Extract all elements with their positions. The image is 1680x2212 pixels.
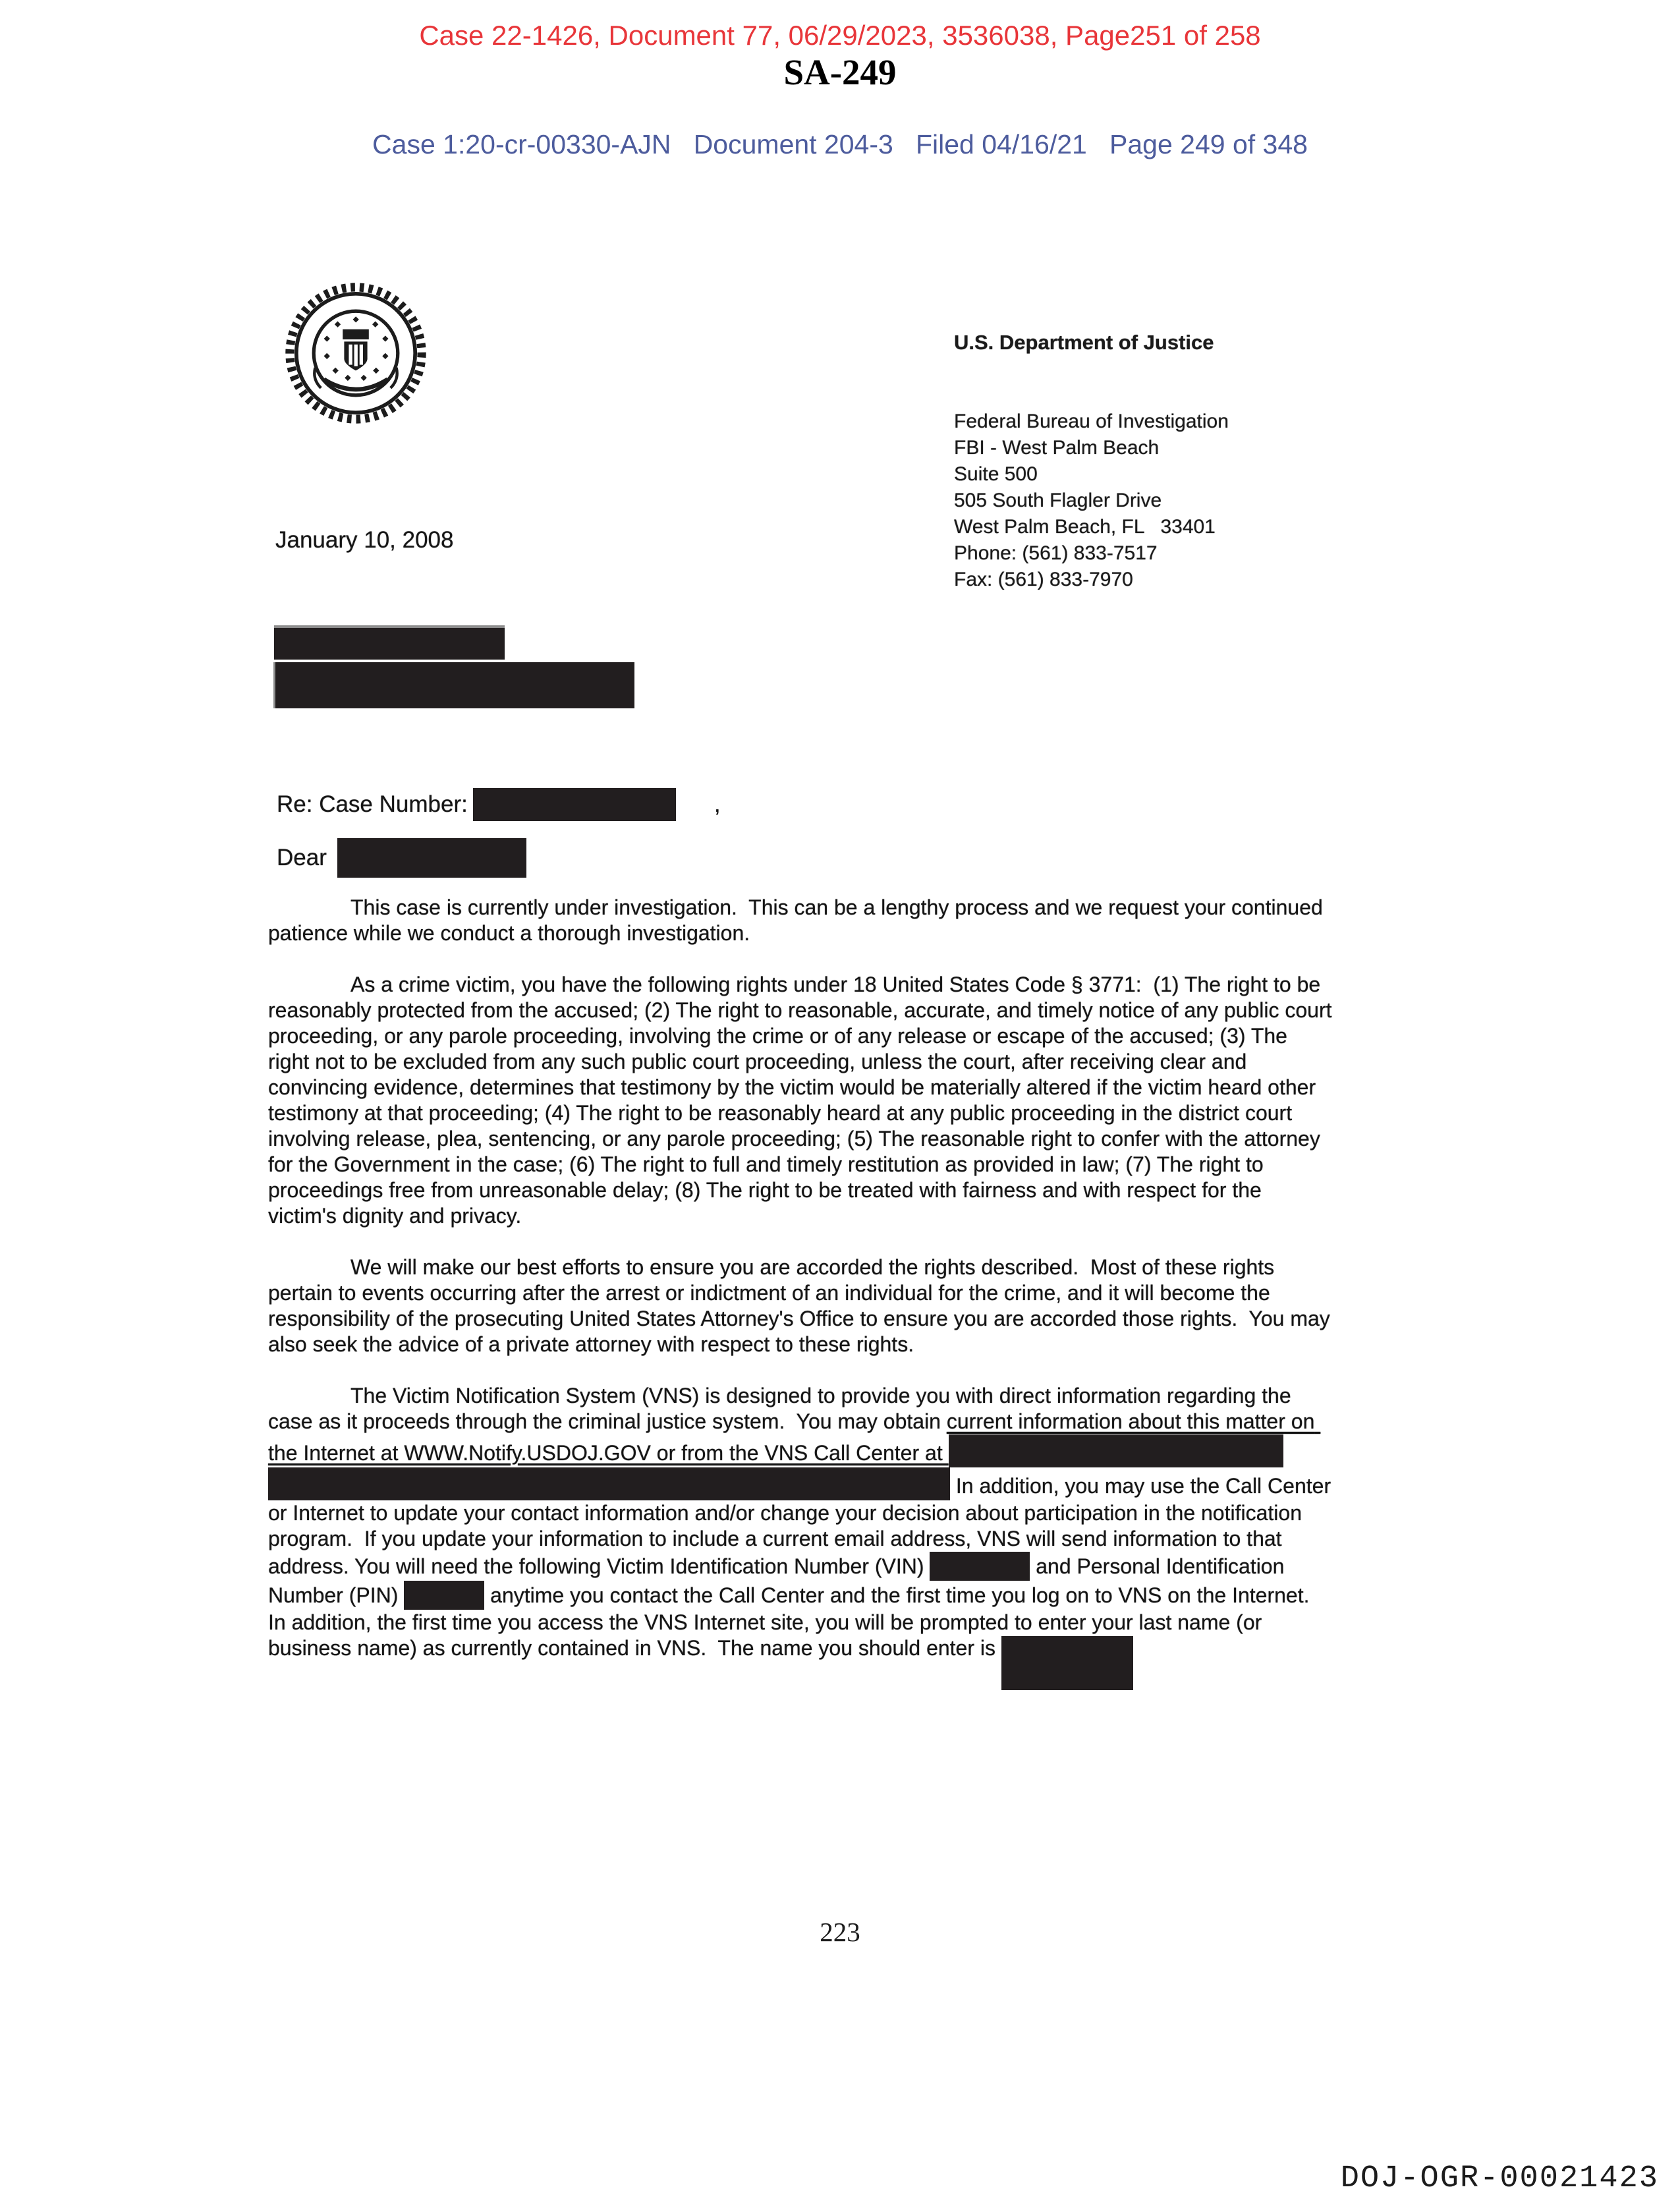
redaction-bar [268, 1467, 950, 1500]
redaction-bar [949, 1434, 1283, 1467]
paragraph-text: anytime you contact the Call Center and the first time you log on to VNS on the Internet. In addition, the first time you access the VNS Internet site, you will be prompted to enter your last name (or business name) as currently contained in VNS. The name you should enter is [268, 1583, 1322, 1660]
re-line [277, 788, 721, 821]
letterhead-line: West Palm Beach, FL 33401 [954, 516, 1216, 538]
letterhead-line: Phone: (561) 833-7517 [954, 542, 1158, 564]
paragraph-text: In addition, you may use the Call Center or Internet to update your contact information and/or change your decision about participation in the notification program. If you update your information to include a current email address, VNS will send information to that address. You will need the following Victim Identification Number (VIN) [268, 1474, 1337, 1578]
paragraph-text [1283, 1441, 1289, 1465]
letter-paragraph [268, 1383, 1337, 1661]
fbi-seal-icon [283, 281, 428, 426]
letterhead-line: Suite 500 [954, 463, 1038, 485]
appendix-page-label: SA-249 [783, 52, 897, 92]
re-suffix: , [714, 791, 721, 817]
letterhead-line: Federal Bureau of Investigation [954, 411, 1229, 432]
redaction-recipient-salutation [337, 838, 526, 878]
paragraph-text: The Victim Notification System (VNS) is designed to provide you with direct information regarding the case as it proceeds through the criminal justice system. You may obtain [268, 1384, 1297, 1433]
letterhead-line: 505 South Flagler Drive [954, 490, 1162, 511]
letterhead-line: FBI - West Palm Beach [954, 437, 1160, 459]
bates-number: DOJ-OGR-00021423 [1340, 2161, 1659, 2196]
appellate-caption: Case 22-1426, Document 77, 06/29/2023, 3536038, Page251 of 258 [419, 20, 1261, 51]
letter-paragraph [268, 895, 1332, 946]
district-caption: Case 1:20-cr-00330-AJN Document 204-3 Filed 04/16/21 Page 249 of 348 [372, 129, 1308, 159]
paragraph-text: and Personal Identification Number (PIN) [268, 1554, 1291, 1607]
paragraph-text: As a crime victim, you have the following rights under 18 United States Code § 3771: (1) The right to be reasonably protected from the accused; (2) The right to reasonable, accurate, and timely notice of any public court proceeding, or any parole proceeding, involving the crime or of any release or escape of the accused; (3) The right not to be excluded from any such public court proceeding, unless the court, after receiving clear and convincing evidence, determines that testimony by the victim would be materially altered if the victim heard other testimony at that proceeding; (4) The right to be reasonably heard at any public proceeding in the district court involving release, plea, sentencing, or any parole proceeding; (5) The reasonable right to confer with the attorney for the Government in the case; (6) The right to full and timely restitution as provided in law; (7) The right to proceedings free from unreasonable delay; (8) The right to be treated with fairness and with respect for the victim's dignity and privacy. [268, 973, 1338, 1228]
letter-date: January 10, 2008 [275, 527, 454, 553]
letter-paragraph [268, 1255, 1336, 1357]
redaction-recipient-address [275, 662, 634, 708]
paragraph-text: We will make our best efforts to ensure you are accorded the rights described. Most of these rights pertain to events occurring after the arrest or indictment of an individual for the crime, and it will become the responsibility of the prosecuting United States Attorney's Office to ensure you are accorded those rights. You may also seek the advice of a private attorney with respect to these rights. [268, 1255, 1336, 1356]
redaction-case-number [473, 788, 676, 821]
page-number: 223 [820, 1917, 860, 1947]
letterhead-lines [954, 409, 1229, 593]
salutation-line [277, 838, 526, 878]
redaction-bar [930, 1552, 1030, 1581]
paragraph-text: This case is currently under investigation. This can be a lengthy process and we request your continued patience while we conduct a thorough investigation. [268, 895, 1329, 945]
re-label: Re: Case Number: [277, 791, 468, 817]
letterhead-line: Fax: (561) 833-7970 [954, 569, 1133, 590]
redaction-bar [404, 1581, 484, 1610]
underlined-text: current information about this matter on the Internet at WWW.Notify.USDOJ.GOV or from the VNS Call Center at [268, 1409, 1321, 1465]
letterhead-department: U.S. Department of Justice [954, 331, 1214, 354]
redaction-bar [1001, 1636, 1133, 1690]
salutation-label: Dear [277, 845, 327, 870]
letter-paragraph [268, 972, 1338, 1229]
redaction-recipient-name [274, 628, 505, 660]
letter-body [268, 895, 1338, 1687]
letterhead-address [954, 277, 1229, 646]
